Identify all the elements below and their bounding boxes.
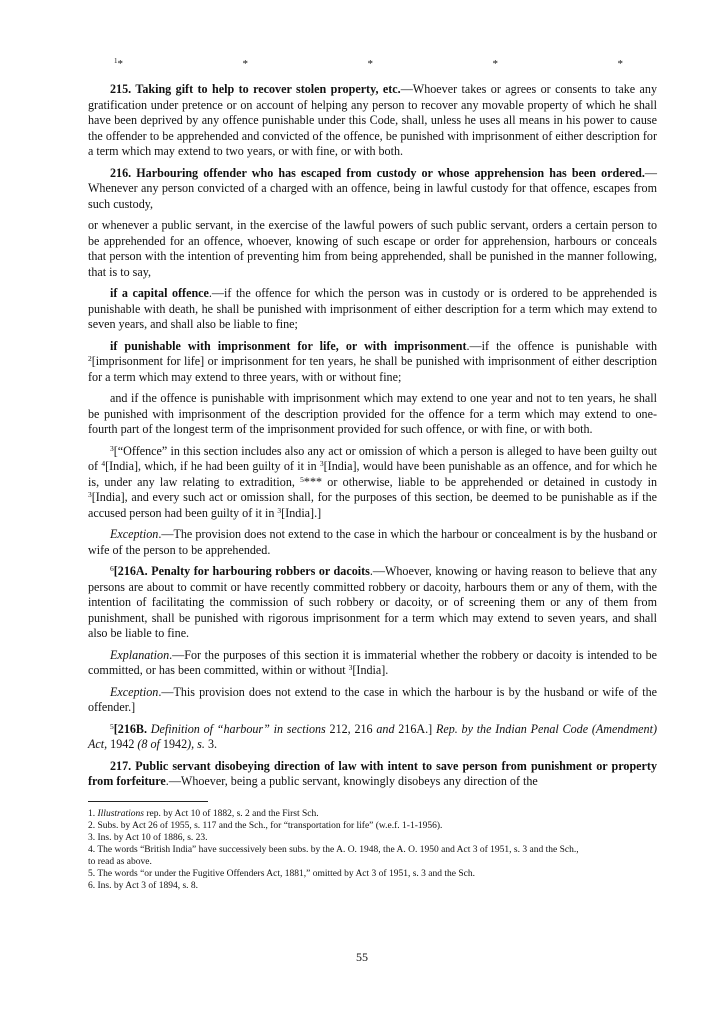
star-4: *: [492, 58, 498, 70]
section-216A: $^6$[216A. Penalty for harbouring robbers or dacoits.—Whoever, knowing or having reason to believe that any persons are about to commit or have recently committed robbery or dacoity, harbours them or any of them, with the intention of facilitating the commission of such robbery or dacoity, or of screening them or any of them from punishment, shall be punished with rigorous imprisonment for a term which may extend to seven years, and shall also be liable to fine.: [88, 564, 657, 640]
footnote-3: 3. Ins. by Act 10 of 1886, s. 23.: [88, 832, 208, 843]
star-5: *: [617, 58, 623, 70]
star-3: *: [367, 58, 373, 70]
section-216-offence-definition: $^3$[“Offence” in this section includes also any act or omission of which a person is alleged to have been guilty out of $^4$[India], which, if he had been guilty of it in $^3$[India], would have been punishable as an offence, and for which he is, under any law relating to extradition, $^5$*** or otherwise, liable to be apprehended or detained in custody in $^3$[India], and every such act or omission shall, for the purposes of this section, be deemed to be punishable as if the accused person had been guilty of it in $^3$[India].]: [88, 443, 657, 520]
capital-offence-heading: if a capital offence: [110, 286, 209, 300]
section-216-life: if punishable with imprisonment for life, or with imprisonment.—if the offence is punishable with $^2$[imprisonment for life] or imprisonment for ten years, he shall be punished with imprisonment of either description for a term which may extend to three years, with or without fine;: [88, 338, 657, 384]
section-216-one-year: and if the offence is punishable with imprisonment which may extend to one year and not to ten years, he shall be punished with imprisonment of the description provided for the offence for a term which may extend to one-fourth part of the longest term of the imprisonment provided for such offence, or with fine, or with both.: [88, 391, 657, 436]
document-page: [88, 58, 657, 892]
section-217: 217. Public servant disobeying direction of law with intent to save person from punishment or property from forfeiture.—Whoever, being a public servant, knowingly disobeys any direction of the: [88, 758, 657, 788]
section-216A-explanation: Explanation.—For the purposes of this section it is immaterial whether the robbery or dacoity is intended to be committed, or has been committed, within or without $^3$[India].: [88, 647, 657, 677]
page-number: 55: [356, 950, 368, 964]
section-215: [88, 82, 657, 160]
star-2: *: [242, 58, 248, 70]
footnotes: [88, 808, 657, 892]
footnote-4: 4. The words “British India” have successively been subs. by the A. O. 1948, the A. O. 1950 and Act 3 of 1951, s. 3 and the Sch.,: [88, 844, 579, 855]
footnote-divider: [88, 801, 208, 802]
section-216-exception: Exception.—The provision does not extend to the case in which the harbour or concealment is by the husband or wife of the person to be apprehended.: [88, 527, 657, 557]
footnote-6: 6. Ins. by Act 3 of 1894, s. 8.: [88, 880, 199, 891]
explanation-label: Explanation: [110, 647, 170, 662]
section-216A-exception: Exception.—This provision does not extend to the case in which the harbour is by the husband or wife of the offender.]: [88, 684, 657, 714]
star-1: $^1$*: [114, 57, 123, 70]
section-215-heading: 215. Taking gift to help to recover stolen property, etc.: [110, 82, 401, 96]
section-216-capital: if a capital offence.—if the offence for which the person was in custody or is ordered to be apprehended is punishable with death, he shall be punished with imprisonment of either description for a term which may extend to seven years, and shall also be liable to fine;: [88, 286, 658, 331]
footnote-4-continued: to read as above.: [88, 856, 152, 867]
section-215-body: —Whoever takes or agrees or consents to take any gratification under pretence or on account of helping any person to recover any movable property of which he shall have been deprived by any offence punishable under this Code, shall, unless he uses all means in his power to cause the offender to be apprehended and convicted of the offence, be punished with imprisonment of either description for a term which may extend to two years, or with fine, or with both.: [88, 82, 658, 158]
section-216-para2: or whenever a public servant, in the exercise of the lawful powers of such public servant, orders a certain person to be apprehended for an offence, whoever, knowing of such escape or order for apprehension, harbours or conceals that person with the intention of preventing him from being apprehended, shall be punished in the manner following, that is to say,: [88, 218, 657, 279]
section-216-heading: 216. Harbouring offender who has escaped from custody or whose apprehension has been ordered.: [110, 165, 645, 180]
section-216-body: —Whenever any person convicted of a charged with an offence, being in lawful custody for that offence, escapes from such custody,: [88, 165, 657, 211]
section-216B: $^5$[216B. Definition of “harbour” in sections 212, 216 and 216A.] Rep. by the Indian Penal Code (Amendment) Act, 1942 (8 of 1942), s. 3.: [88, 721, 657, 751]
footnote-2: 2. Subs. by Act 26 of 1955, s. 117 and the Sch., for “transportation for life” (w.e.f. 1-1-1956).: [88, 820, 443, 831]
footnote-1: 1. Illustrations rep. by Act 10 of 1882, s. 2 and the First Sch.: [88, 808, 319, 819]
section-217-heading: 217. Public servant disobeying direction of law with intent to save person from punishment or property from forfeiture: [88, 758, 657, 788]
footnote-5: 5. The words “or under the Fugitive Offenders Act, 1881,” omitted by Act 3 of 1951, s. 3 and the Sch.: [88, 868, 475, 879]
section-216A-heading: [216A. Penalty for harbouring robbers or dacoits: [113, 564, 370, 578]
life-imprisonment-heading: if punishable with imprisonment for life, or with imprisonment: [110, 338, 467, 353]
omission-stars: [88, 58, 657, 72]
section-216: [88, 166, 657, 213]
exception-label: Exception: [110, 527, 159, 541]
exception-label: Exception: [110, 684, 159, 699]
